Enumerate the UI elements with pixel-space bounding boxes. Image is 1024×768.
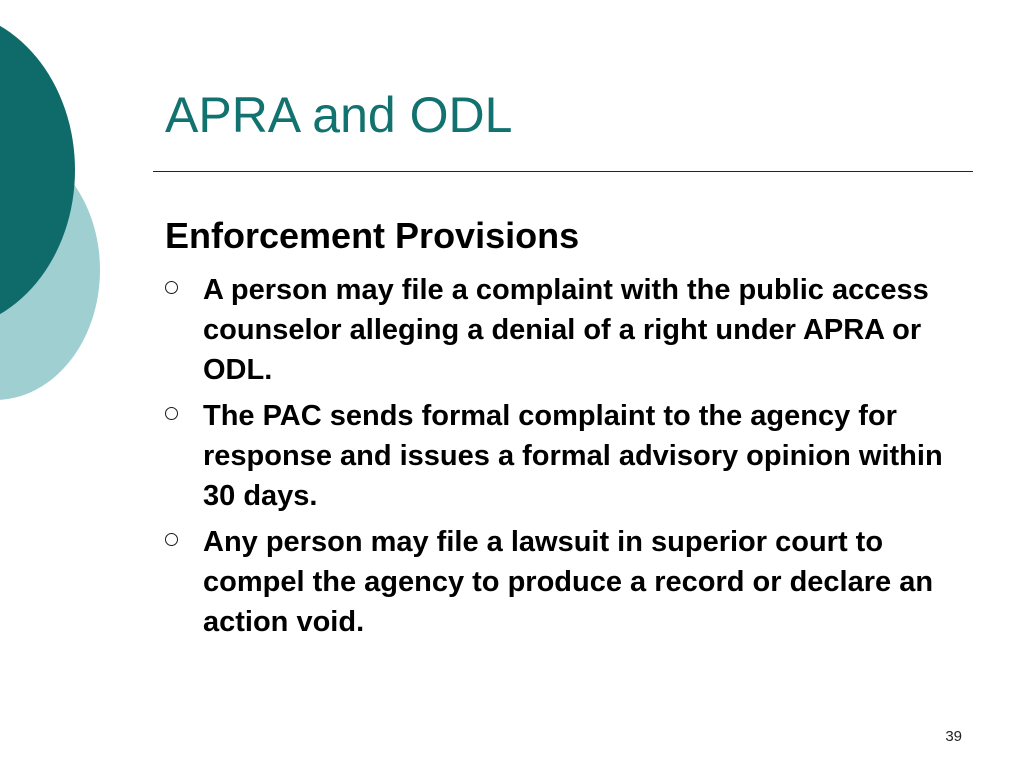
bullet-item [165, 270, 975, 390]
hollow-circle-bullet-icon [165, 281, 178, 294]
section-heading: Enforcement Provisions [165, 215, 580, 256]
hollow-circle-bullet-icon [165, 407, 178, 420]
bullet-item [165, 396, 975, 516]
bullet-list [165, 270, 975, 642]
title-divider [153, 171, 973, 172]
hollow-circle-bullet-icon [165, 533, 178, 546]
slide-content [165, 213, 975, 648]
slide-title: APRA and ODL [165, 87, 513, 143]
bullet-text: The PAC sends formal complaint to the agency for response and issues a formal advisory opinion within 30 days. [203, 400, 943, 512]
bullet-item [165, 522, 975, 642]
bullet-text: Any person may file a lawsuit in superior court to compel the agency to produce a record or declare an action void. [203, 526, 934, 638]
bullet-text: A person may file a complaint with the public access counselor alleging a denial of a right under APRA or ODL. [203, 274, 929, 386]
page-number: 39 [945, 728, 962, 745]
